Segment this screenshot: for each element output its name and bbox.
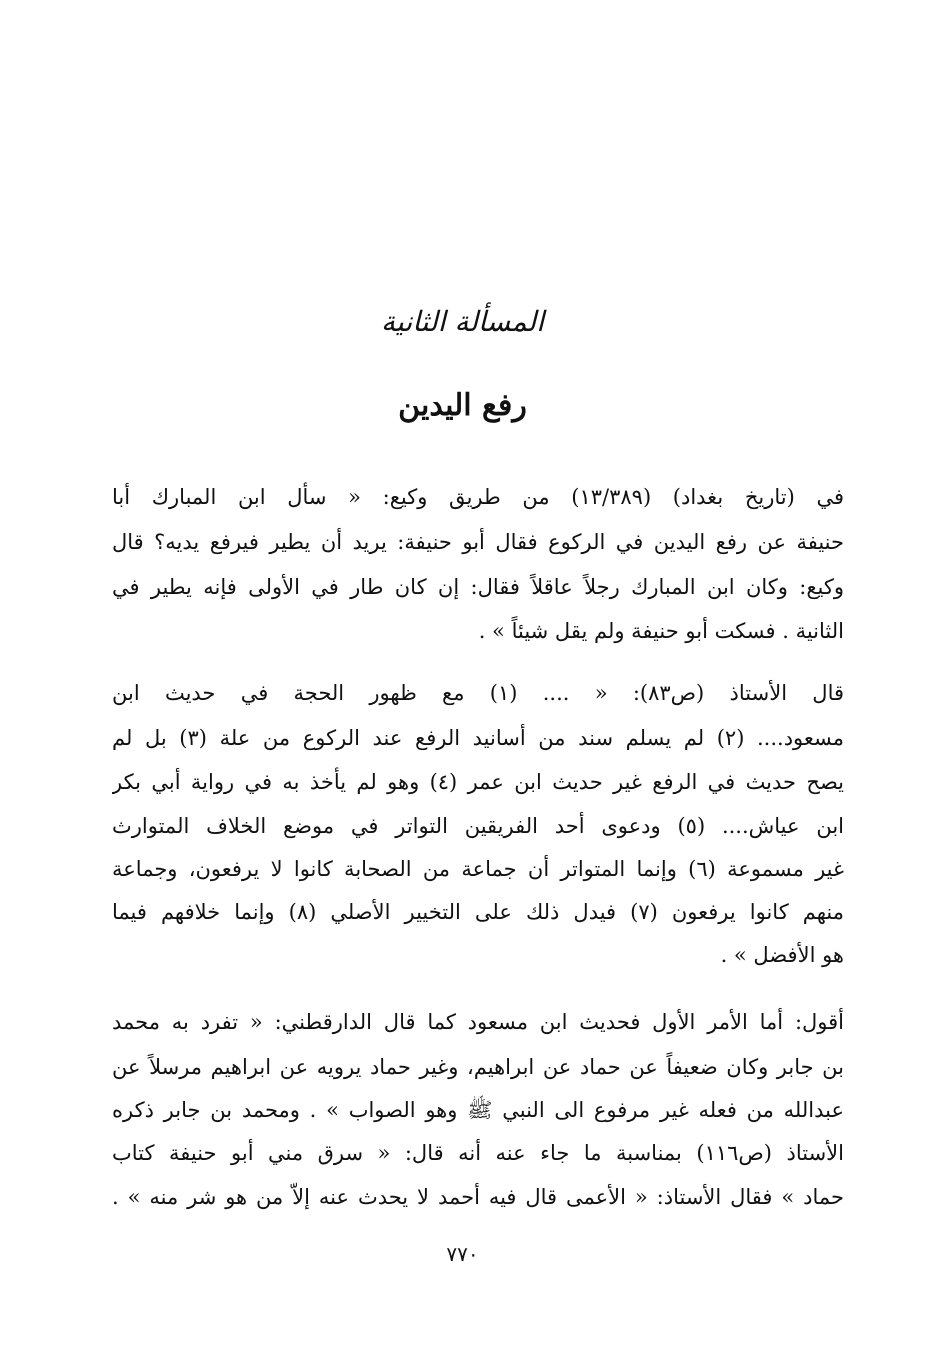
text-line: يصح حديث في الرفع غير حديث ابن عمر (٤) وهو لم يأخذ به في رواية أبي بكر	[112, 770, 844, 794]
text-line: في (تاريخ بغداد) (١٣/٣٨٩) من طريق وكيع: « سأل ابن المبارك أبا	[112, 485, 844, 509]
page-number: ٧٧٠	[446, 1242, 479, 1266]
text-line: عبدالله من فعله غير مرفوع الى النبي ﷺ وهو الصواب » . ومحمد بن جابر ذكره	[112, 1098, 844, 1122]
text-line: الأستاذ (ص١١٦) بمناسبة ما جاء عنه أنه قال: « سرق مني أبو حنيفة كتاب	[112, 1141, 844, 1165]
section-title: رفع اليدين	[398, 388, 527, 423]
text-line: بن جابر وكان ضعيفاً عن حماد عن ابراهيم، وغير حماد يرويه عن ابراهيم مرسلاً عن	[112, 1055, 844, 1079]
text-line: وكيع: وكان ابن المبارك رجلاً عاقلاً فقال: إن كان طار في الأولى فإنه يطير في	[112, 575, 844, 599]
text-line: منهم كانوا يرفعون (٧) فيدل ذلك على التخيير الأصلي (٨) وإنما خلافهم فيما	[112, 900, 844, 924]
text-line: ابن عياش.... (٥) ودعوى أحد الفريقين التواتر في موضع الخلاف المتوارث	[112, 814, 844, 838]
chapter-heading: المسألة الثانية	[381, 305, 544, 338]
text-line: غير مسموعة (٦) وإنما المتواتر أن جماعة من الصحابة كانوا لا يرفعون، وجماعة	[112, 857, 844, 881]
text-line: حنيفة عن رفع اليدين في الركوع فقال أبو حنيفة: يريد أن يطير فيرفع يديه؟ قال	[112, 530, 844, 554]
text-line: أقول: أما الأمر الأول فحديث ابن مسعود كما قال الدارقطني: « تفرد به محمد	[112, 1010, 844, 1034]
text-line: قال الأستاذ (ص٨٣): « .... (١) مع ظهور الحجة في حديث ابن	[112, 681, 844, 705]
text-line: هو الأفضل » .	[720, 943, 844, 967]
text-line: الثانية . فسكت أبو حنيفة ولم يقل شيئاً » .	[478, 619, 844, 643]
text-line: مسعود.... (٢) لم يسلم سند من أسانيد الرفع عند الركوع من علة (٣) بل لم	[112, 726, 844, 750]
text-line: حماد » فقال الأستاذ: « الأعمى قال فيه أحمد لا يحدث عنه إلاّ من هو شر منه » .	[112, 1185, 844, 1209]
